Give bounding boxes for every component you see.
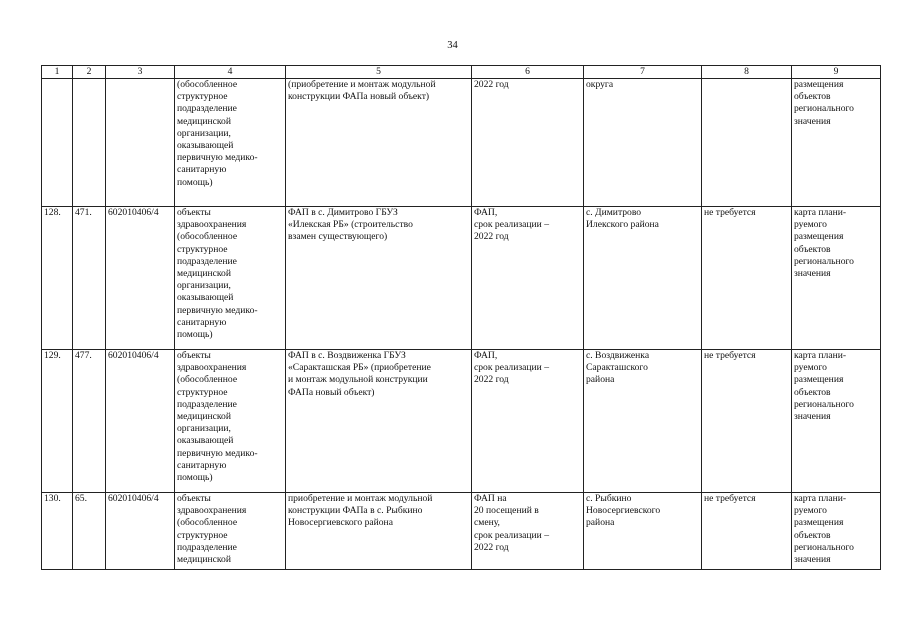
- object-name-cell: ФАП в с. Димитрово ГБУЗ «Илекская РБ» (строительство взамен существующего): [286, 207, 472, 350]
- zone-cell: [702, 79, 792, 207]
- header-cell-5: 5: [286, 66, 472, 79]
- header-cell-3: 3: [106, 66, 175, 79]
- characteristics-cell: 2022 год: [472, 79, 584, 207]
- header-cell-7: 7: [584, 66, 702, 79]
- header-cell-8: 8: [702, 66, 792, 79]
- data-table: [41, 65, 881, 570]
- header-row: [42, 66, 881, 79]
- page-number: 34: [447, 40, 458, 51]
- object-type-cell: (обособленное структурное подразделение медицинской организации, оказывающей первичную медико- санитарную помощь): [175, 79, 286, 207]
- characteristics-cell: ФАП на 20 посещений в смену, срок реализации – 2022 год: [472, 493, 584, 570]
- header-cell-2: 2: [73, 66, 106, 79]
- map-cell: карта плани- руемого размещения объектов регионального значения: [792, 207, 881, 350]
- item-number-cell: 471.: [73, 207, 106, 350]
- zone-cell: не требуется: [702, 493, 792, 570]
- location-cell: с. Рыбкино Новосергиевского района: [584, 493, 702, 570]
- row-number-cell: 130.: [42, 493, 73, 570]
- characteristics-cell: ФАП, срок реализации – 2022 год: [472, 350, 584, 493]
- map-cell: карта плани- руемого размещения объектов регионального значения: [792, 350, 881, 493]
- object-name-cell: ФАП в с. Воздвиженка ГБУЗ «Саракташская РБ» (приобретение и монтаж модульной конструкции ФАПа новый объект): [286, 350, 472, 493]
- table-row: [42, 493, 881, 570]
- table-row: [42, 350, 881, 493]
- location-cell: с. Воздвиженка Саракташского района: [584, 350, 702, 493]
- header-cell-4: 4: [175, 66, 286, 79]
- code-cell: 602010406/4: [106, 350, 175, 493]
- item-number-cell: 65.: [73, 493, 106, 570]
- row-number-cell: 128.: [42, 207, 73, 350]
- location-cell: с. Димитрово Илекского района: [584, 207, 702, 350]
- characteristics-cell: ФАП, срок реализации – 2022 год: [472, 207, 584, 350]
- map-cell: размещения объектов регионального значения: [792, 79, 881, 207]
- row-number-cell: 129.: [42, 350, 73, 493]
- object-type-cell: объекты здравоохранения (обособленное структурное подразделение медицинской организации, оказывающей первичную медико- санитарную помощь): [175, 350, 286, 493]
- object-type-cell: объекты здравоохранения (обособленное структурное подразделение медицинской: [175, 493, 286, 570]
- object-type-cell: объекты здравоохранения (обособленное структурное подразделение медицинской организации, оказывающей первичную медико- санитарную помощь): [175, 207, 286, 350]
- map-cell: карта плани- руемого размещения объектов регионального значения: [792, 493, 881, 570]
- table-row: [42, 79, 881, 207]
- item-number-cell: [73, 79, 106, 207]
- code-cell: [106, 79, 175, 207]
- code-cell: 602010406/4: [106, 493, 175, 570]
- zone-cell: не требуется: [702, 207, 792, 350]
- header-cell-9: 9: [792, 66, 881, 79]
- zone-cell: не требуется: [702, 350, 792, 493]
- object-name-cell: приобретение и монтаж модульной конструкции ФАПа в с. Рыбкино Новосергиевского района: [286, 493, 472, 570]
- location-cell: округа: [584, 79, 702, 207]
- code-cell: 602010406/4: [106, 207, 175, 350]
- item-number-cell: 477.: [73, 350, 106, 493]
- header-cell-6: 6: [472, 66, 584, 79]
- row-number-cell: [42, 79, 73, 207]
- header-cell-1: 1: [42, 66, 73, 79]
- table-row: [42, 207, 881, 350]
- object-name-cell: (приобретение и монтаж модульной конструкции ФАПа новый объект): [286, 79, 472, 207]
